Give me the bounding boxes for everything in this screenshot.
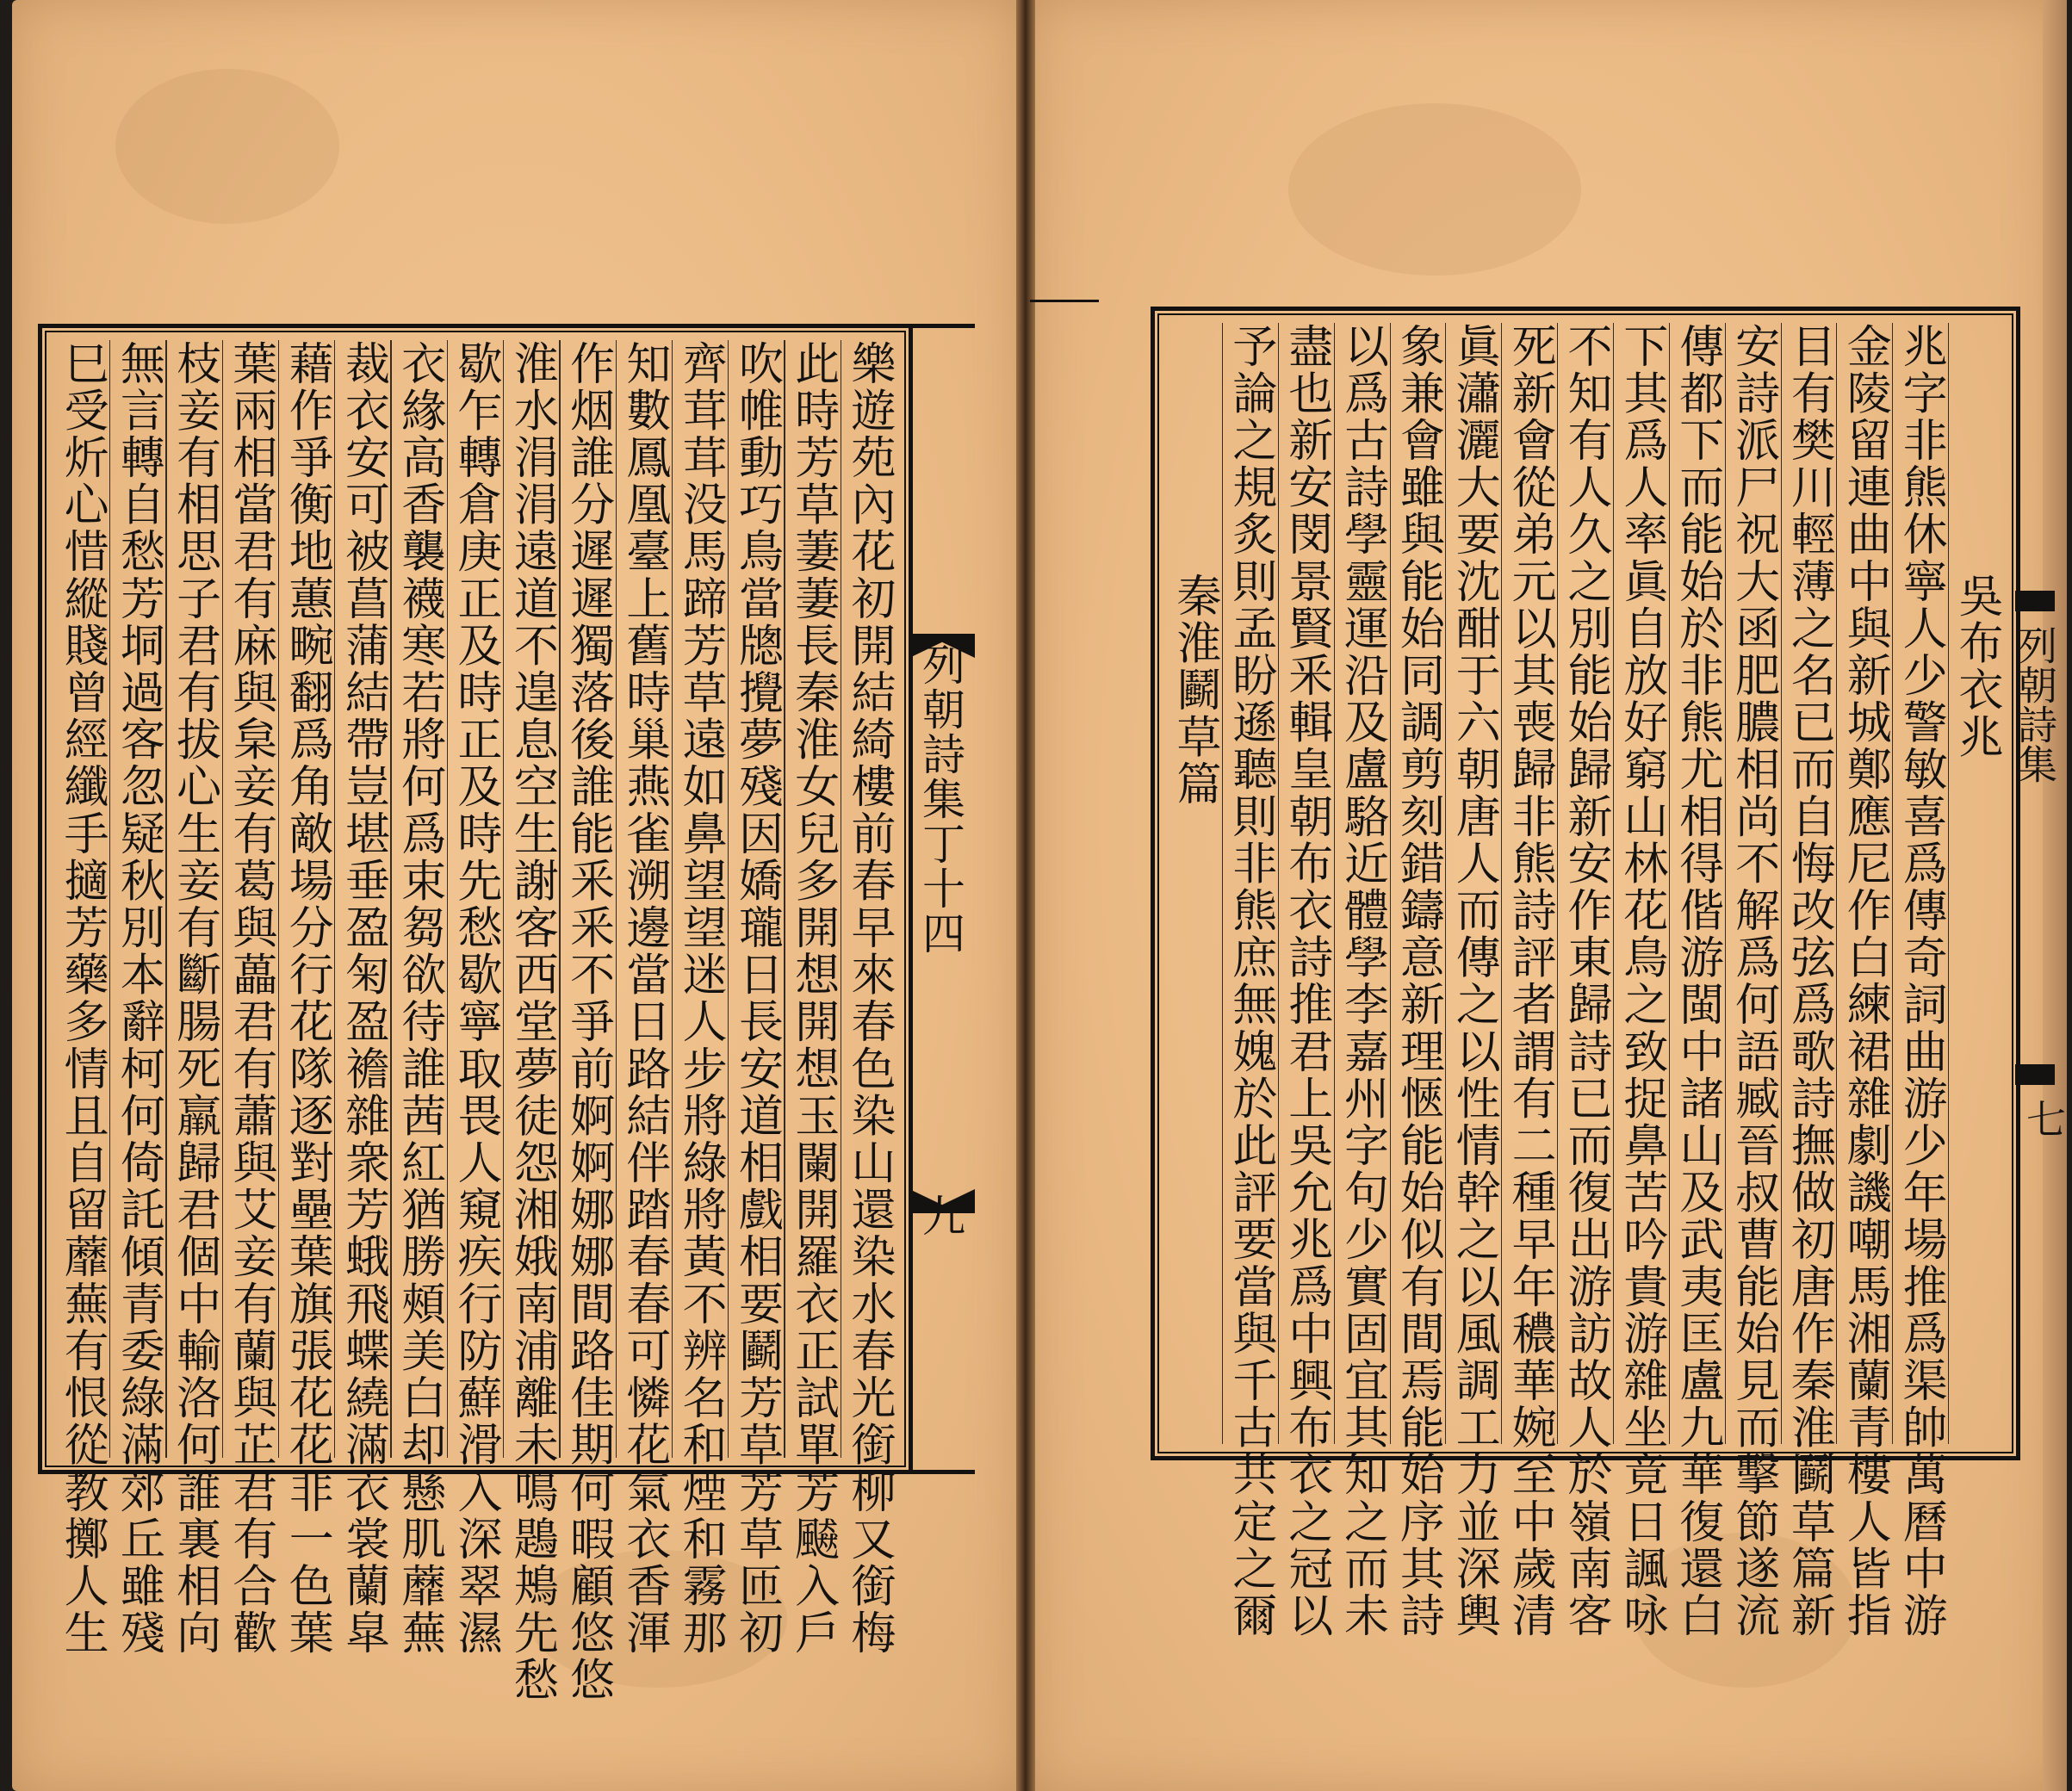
left-page-frame	[38, 324, 913, 1704]
text-column: 樂遊苑內花初開結綺樓前春早來春色染山還染水春光銜柳又銜梅	[843, 340, 895, 1657]
text-column: 予論之規炙則孟盼遜聽則非熊庶無媿於此評要當與千古共定之爾	[1224, 323, 1276, 1639]
edge-page-number: 七	[2020, 1099, 2067, 1138]
edge-title-fragment: 列朝詩集	[2012, 625, 2058, 784]
page-number: 九	[915, 1193, 965, 1236]
text-column: 葉兩相當君有麻與枲妾有葛與藟君有蕭與艾妾有蘭與芷君有合歡	[224, 340, 276, 1657]
book-gutter	[1016, 0, 1035, 1791]
next-leaf-center-column	[2012, 307, 2067, 1452]
text-column: 象兼會雖與能始同調剪刻錯鑄意新理愜能始似有間焉能始序其詩	[1392, 323, 1444, 1639]
text-column: 兆字非熊休寧人少警敏喜爲傳奇詞曲游少年場推爲渠帥萬曆中游	[1895, 323, 1947, 1639]
text-column: 目有樊川輕薄之名已而自悔改弦爲歌詩撫做初唐作秦淮鬬草篇新	[1783, 323, 1835, 1639]
text-column: 眞瀟灑大要沈酣于六朝唐人而傳之以性情幹之以風調工力並深輿	[1448, 323, 1500, 1639]
left-page-text	[54, 340, 896, 1704]
text-column: 此時芳草萋萋長秦淮女兒多開想開想玉闌開羅衣正試單芳飇入戶	[786, 340, 839, 1657]
right-page-frame	[1151, 307, 2020, 1639]
text-column: 裁衣安可被菖蒲結帶豈堪垂盈匊盈襜雜衆芳蛾飛蝶繞滿衣裳蘭皐	[337, 340, 389, 1657]
text-column: 知數鳳凰臺上舊時巢燕雀溯邊當日路結伴踏春春可憐花氣衣香渾	[617, 340, 670, 1657]
entry-heading: 吳布衣兆	[1951, 573, 2002, 761]
text-column: 死新會從弟元以其喪歸非熊詩評者謂有二種早年穠華婉至中歲清	[1504, 323, 1556, 1639]
poem-title: 秦淮鬬草篇	[1168, 573, 1220, 808]
text-column: 巳受炘心惜縱賤曾經纖手擿芳藥多情且自留蘼蕪有恨從教擲人生	[56, 340, 109, 1657]
text-column: 藉作爭衡地蕙畹翻爲角敵場分行花隊逐對壘葉旗張花花非一色葉	[281, 340, 333, 1657]
center-title: 列朝詩集丁十四	[915, 642, 965, 956]
right-page-text	[1167, 323, 2004, 1639]
text-column: 吹帷動巧鳥當牕攪夢殘因嬌瓏日長安道相戲相要鬬芳草芳草匝初	[730, 340, 783, 1657]
text-column: 下其爲人率眞自放好窮山林花鳥之致捉鼻苦吟貴游雜坐竟日諷咏	[1615, 323, 1667, 1639]
text-column: 枝妾有相思子君有拔心生妾有斷腸死羸歸君個中輸洛何誰裏相向	[168, 340, 220, 1657]
center-column	[909, 324, 975, 1474]
text-column: 盡也新安閔景賢釆輯皇朝布衣詩推君上吳允兆爲中興布衣之冠以	[1280, 323, 1332, 1639]
text-column: 以爲古詩學靈運沿及盧駱近體學李嘉州字句少實固宜其知之而未	[1336, 323, 1388, 1639]
text-column: 作烟誰分遲遲獨落後誰能釆釆不爭前婀婀娜娜間路佳期何暇顧悠悠	[561, 340, 614, 1704]
text-column: 淮水涓涓遠道不遑息空生謝客西堂夢徒怨湘娥南浦離未鳴鶗鴂先愁	[506, 340, 558, 1704]
text-column: 不知有人久之別能始歸新安作東歸詩已而復出游訪故人於嶺南客	[1559, 323, 1611, 1639]
text-column: 傳都下而能始於非熊尤相得偕游閩中諸山及武夷匡盧九華復還白	[1671, 323, 1723, 1639]
text-column: 金陵留連曲中與新城鄭應尼作白練裙雜劇譏嘲馬湘蘭青樓人皆指	[1839, 323, 1891, 1639]
text-column: 歇乍轉倉庚正及時正及時先愁歇寧取畏人窺疾行防蘚滑入深翠濕	[450, 340, 502, 1657]
text-column: 安詩派尸祝大函肥膿相尚不解爲何語臧晉叔曹能始見而擊節遂流	[1727, 323, 1779, 1639]
text-column: 無言轉自愁芳垌過客忽疑秋別本辭柯何倚託傾青委綠滿郊丘雖殘	[112, 340, 164, 1657]
text-column: 衣緣高香襲襪寒若將何爲束芻欲待誰茜紅猶勝頰美白却懸肌蘼蕪	[393, 340, 445, 1657]
fish-tail-mark	[2015, 591, 2055, 611]
fish-tail-mark	[2015, 1064, 2055, 1085]
text-column: 齊茸茸没馬蹄芳草遠如鼻望望迷人步將綠將黃不辨名和煙和霧那	[674, 340, 727, 1657]
frame-rule	[1030, 300, 1099, 302]
